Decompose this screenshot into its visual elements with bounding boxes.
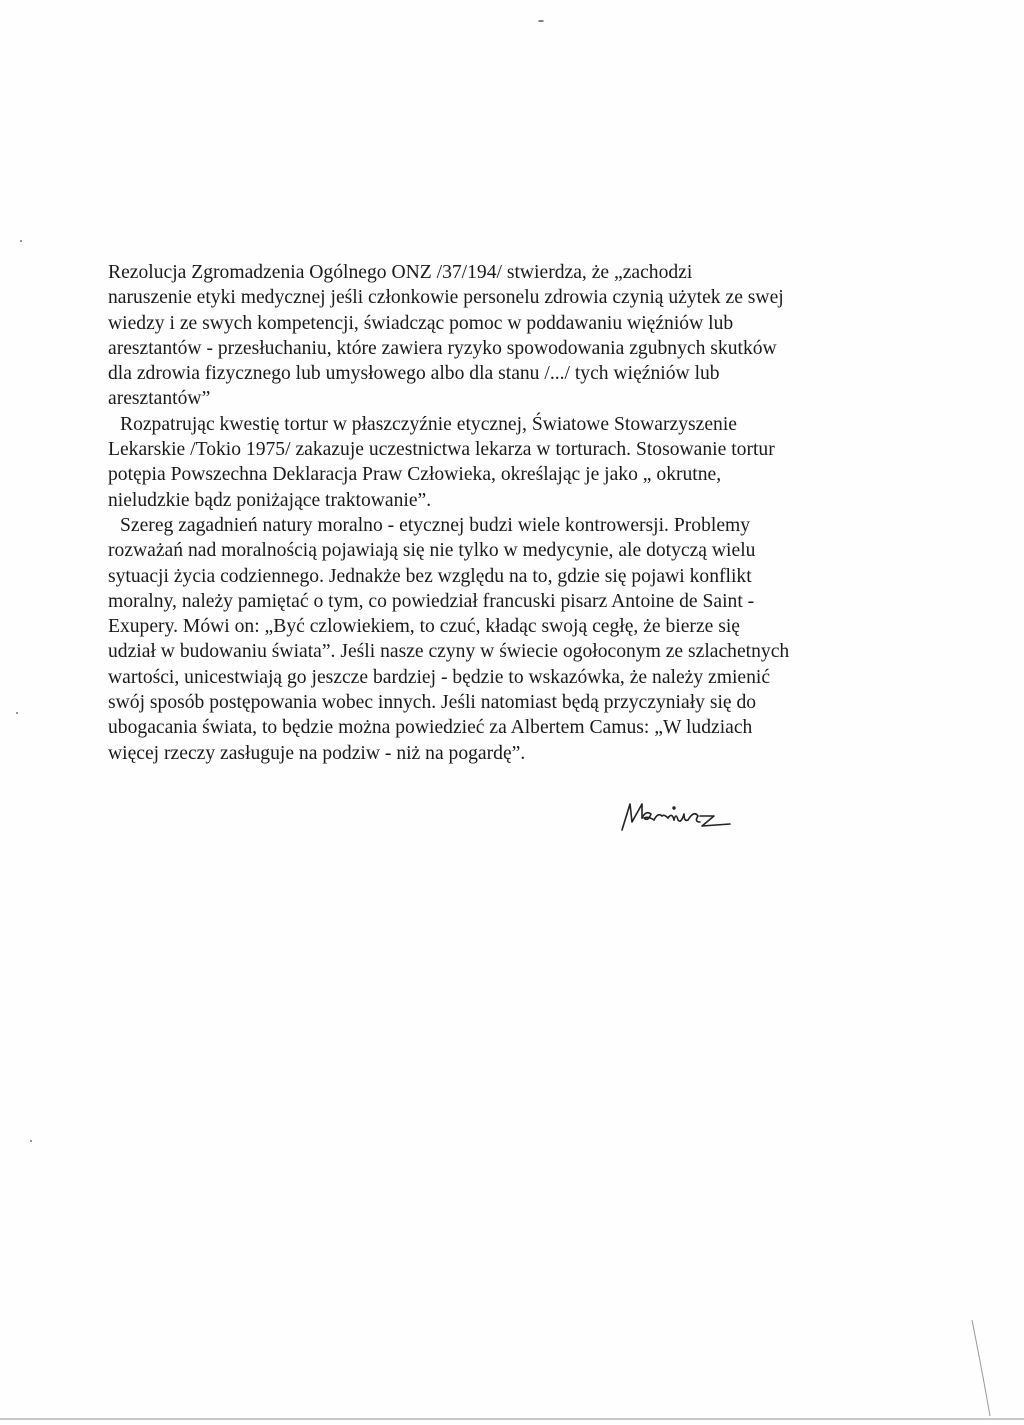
- scan-edge-mark: [968, 1320, 1008, 1420]
- scan-speck: [538, 20, 544, 22]
- text-line: swój sposób postępowania wobec innych. Jeśli natomiast będą przyczyniały się do: [108, 692, 757, 714]
- text-line: rozważań nad moralnością pojawiają się nie tylko w medycynie, ale dotyczą wielu: [108, 540, 756, 562]
- text-line: udział w budowaniu świata”. Jeśli nasze czyny w świecie ogołoconym ze szlachetnych: [108, 641, 790, 663]
- text-line: aresztantów - przesłuchaniu, które zawiera ryzyko spowodowania zgubnych skutków: [108, 337, 777, 359]
- scan-bottom-edge: [0, 1418, 1024, 1420]
- text-line: naruszenie etyki medycznej jeśli członkowie personelu zdrowia czynią użytek ze swej: [108, 287, 784, 309]
- text-line: sytuacji życia codziennego. Jednakże bez względu na to, gdzie się pojawi konflikt: [108, 565, 752, 587]
- text-line: Rozpatrując kwestię tortur w płaszczyźnie etycznej, Światowe Stowarzyszenie: [120, 413, 737, 435]
- text-line: Exupery. Mówi on: „Być czlowiekiem, to czuć, kładąc swoją cegłę, że bierze się: [108, 616, 741, 638]
- text-line: Rezolucja Zgromadzenia Ogólnego ONZ /37/194/ stwierdza, że „zachodzi: [108, 262, 693, 283]
- text-line: aresztantów”: [108, 388, 211, 410]
- text-line: dla zdrowia fizycznego lub umysłowego albo dla stanu /.../ tych więźniów lub: [108, 363, 720, 385]
- text-line: ubogacania świata, to będzie można powiedzieć za Albertem Camus: „W ludziach: [108, 717, 753, 739]
- handwritten-signature: [618, 796, 768, 836]
- scan-speck: [16, 712, 18, 714]
- text-line: Szereg zagadnień natury moralno - etycznej budzi wiele kontrowersji. Problemy: [120, 514, 751, 536]
- text-line: moralny, należy pamiętać o tym, co powiedział francuski pisarz Antoine de Saint -: [108, 590, 755, 612]
- text-line: wartości, unicestwiają go jeszcze bardziej - będzie to wskazówka, że należy zmienić: [108, 666, 771, 688]
- text-line: potępia Powszechna Deklaracja Praw Człowieka, określając je jako „ okrutne,: [108, 464, 722, 486]
- text-line: nieludzkie bądz poniżające traktowanie”.: [108, 489, 432, 511]
- text-line: wiedzy i ze swych kompetencji, świadcząc pomoc w poddawaniu więźniów lub: [108, 312, 734, 334]
- text-line: Lekarskie /Tokio 1975/ zakazuje uczestnictwa lekarza w torturach. Stosowanie tortur: [108, 439, 775, 461]
- scan-speck: [30, 1140, 32, 1142]
- document-body: [108, 260, 888, 766]
- scan-speck: [20, 240, 22, 242]
- text-line: więcej rzeczy zasługuje na podziw - niż na pogardę”.: [108, 742, 526, 764]
